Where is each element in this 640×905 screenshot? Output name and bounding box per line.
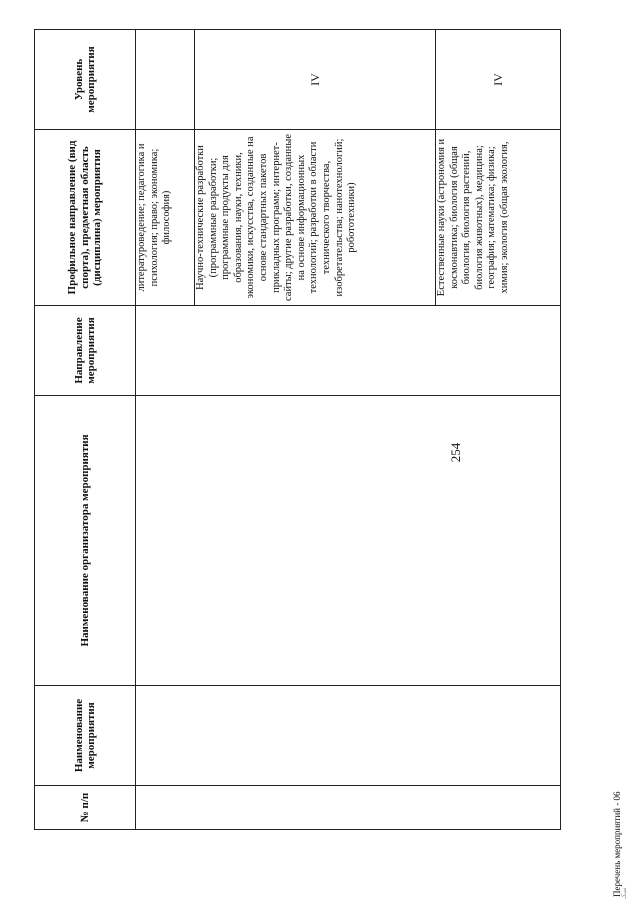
cell-event-name: [136, 686, 561, 786]
scan-mark: ﺳﻜـ: [620, 887, 628, 899]
header-event-name: Наименование мероприятия: [35, 686, 136, 786]
cell-profile: литературоведение; педагогика и психология; право; экономика; философия): [136, 130, 195, 306]
header-direction: Направление мероприятия: [35, 306, 136, 396]
header-level: Уровень мероприятия: [35, 30, 136, 130]
header-organizer: Наименование организатора мероприятия: [35, 396, 136, 686]
header-number: № п/п: [35, 786, 136, 830]
cell-level: IV: [436, 30, 561, 130]
table-row: [136, 30, 195, 830]
cell-level: [136, 30, 195, 130]
table-header-row: [35, 30, 136, 830]
footer-text: Перечень мероприятий - 06: [612, 791, 622, 897]
cell-organizer: [136, 396, 561, 686]
cell-direction: [136, 306, 561, 396]
header-profile: Профильное направление (вид спорта), предметная область (дисциплина) мероприятия: [35, 130, 136, 306]
cell-number: [136, 786, 561, 830]
cell-profile: Естественные науки (астрономия и космонавтика; биология (общая биология, биология растений, биология животных), медицина; география; математика; физика; химия; экология (общая экология,: [436, 130, 561, 306]
cell-profile: Научно-технические разработки (программные разработки; программные продукты для образования, науки, техники, экономики, искусства, созданные на основе стандартных пакетов прикладных программ; интернет-сайты; другие разработки, созданные на основе информационных технологий; разработки в области технического творчества, изобретательства; нанотехнологий; робототехники): [195, 130, 436, 306]
cell-level: IV: [195, 30, 436, 130]
page-number: 254: [448, 442, 463, 463]
events-table: [34, 29, 561, 830]
